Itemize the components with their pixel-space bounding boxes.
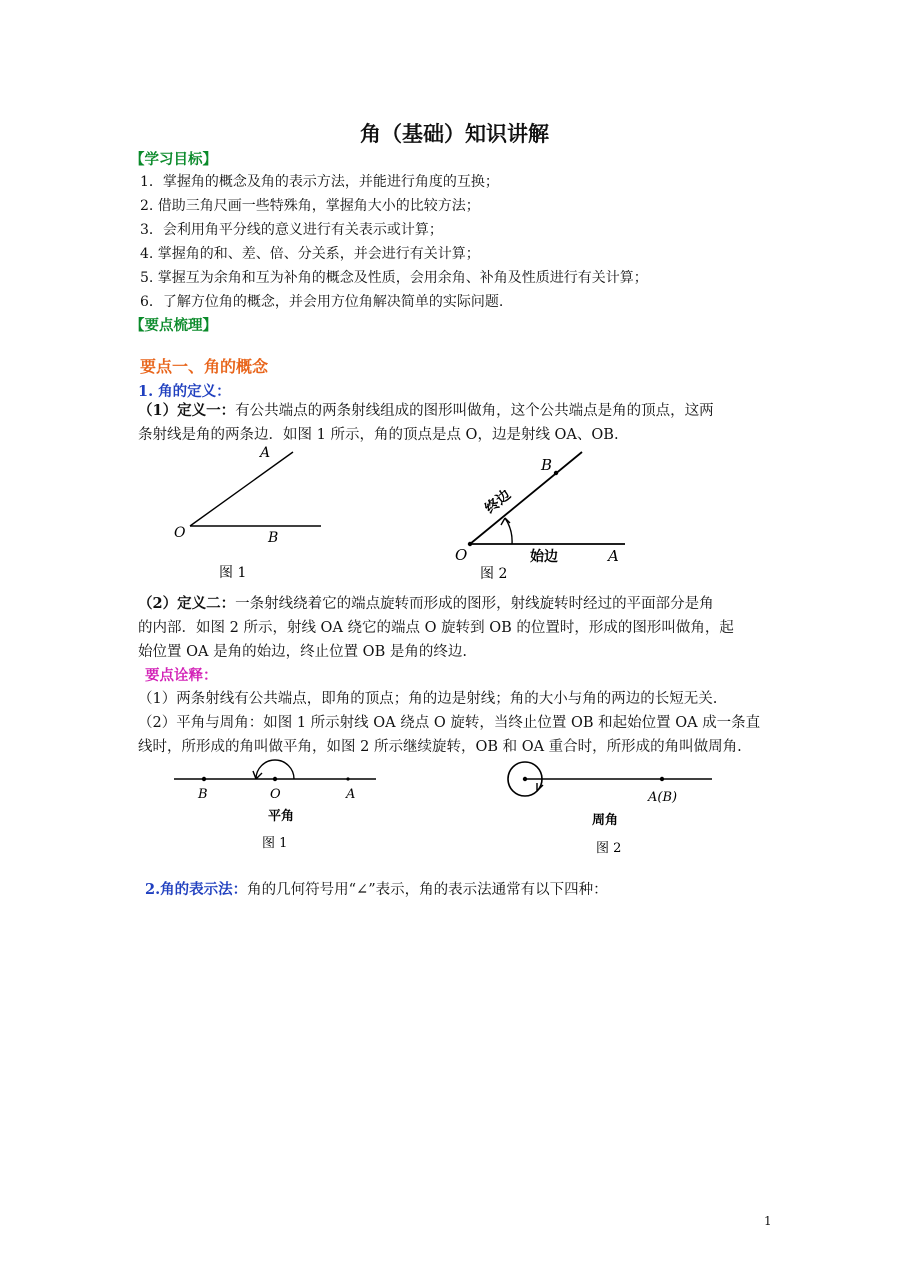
fig1-label-b: B	[268, 530, 279, 546]
goal-item: 6．了解方位角的概念，并会用方位角解决简单的实际问题.	[140, 294, 504, 310]
fig1-caption: 图 1	[219, 565, 247, 581]
page-title: 角（基础）知识讲解	[360, 121, 549, 146]
fig2-caption: 图 2	[480, 566, 508, 582]
figure-2-rotation	[450, 448, 635, 588]
goal-item: 1．掌握角的概念及角的表示方法，并能进行角度的互换；	[140, 174, 499, 190]
fig2-label-o: O	[455, 546, 468, 564]
fig4-name: 周角	[592, 813, 619, 828]
definition-heading: 1. 角的定义：	[138, 383, 231, 400]
fig4-caption: 图 2	[596, 841, 622, 856]
figure-1-angle	[165, 440, 335, 585]
fig1-label-a: A	[260, 445, 271, 461]
fig2-terminal-side: 终边	[482, 486, 515, 518]
fig2-initial-side: 始边	[530, 549, 558, 565]
figure-straight-angle	[170, 756, 385, 856]
figure-full-angle	[500, 756, 720, 861]
goal-item: 2. 借助三角尺画一些特殊角，掌握角大小的比较方法；	[140, 198, 480, 214]
definition-two-label: （2）定义二：	[138, 595, 236, 612]
fig4-label-ab: A(B)	[648, 790, 678, 805]
goal-item: 5. 掌握互为余角和互为补角的概念及性质，会用余角、补角及性质进行有关计算；	[140, 270, 648, 286]
section-learning-goals: 【学习目标】	[130, 151, 217, 168]
goal-item: 4. 掌握角的和、差、倍、分关系，并会进行有关计算；	[140, 246, 480, 262]
goal-item: 3．会利用角平分线的意义进行有关表示或计算；	[140, 222, 443, 238]
notation-heading: 2.角的表示法：	[145, 881, 248, 898]
definition-one-text: 有公共端点的两条射线组成的图形叫做角，这个公共端点是角的顶点，这两	[235, 403, 714, 419]
fig1-label-o: O	[174, 525, 186, 541]
fig2-label-a: A	[608, 547, 619, 565]
page-number: 1	[764, 1214, 772, 1228]
fig3-name: 平角	[268, 809, 295, 824]
definition-one-line1	[138, 399, 714, 423]
definition-two-text: 一条射线绕着它的端点旋转而形成的图形，射线旋转时经过的平面部分是角	[235, 596, 714, 612]
notation-text: 角的几何符号用“∠”表示，角的表示法通常有以下四种：	[247, 882, 608, 898]
note-2-line2: 线时，所形成的角叫做平角，如图 2 所示继续旋转，OB 和 OA 重合时，所形成的角叫做周角.	[138, 739, 742, 755]
definition-two-line1	[138, 592, 714, 616]
notes-heading: 要点诠释：	[145, 667, 218, 684]
fig3-caption: 图 1	[262, 836, 288, 851]
note-1: （1）两条射线有公共端点，即角的顶点；角的边是射线；角的大小与角的两边的长短无关.	[138, 691, 718, 707]
point1-heading: 要点一、角的概念	[140, 357, 269, 376]
section-key-points: 【要点梳理】	[130, 317, 217, 334]
definition-one-label: （1）定义一：	[138, 402, 236, 419]
definition-one-line2: 条射线是角的两条边．如图 1 所示，角的顶点是点 O，边是射线 OA、OB.	[138, 427, 619, 443]
fig3-label-o: O	[270, 787, 281, 802]
notation-line	[145, 878, 608, 899]
fig2-label-b: B	[541, 456, 553, 474]
definition-two-line3: 始位置 OA 是角的始边，终止位置 OB 是角的终边.	[138, 644, 467, 660]
fig3-label-b: B	[198, 787, 208, 802]
note-2-line1: （2）平角与周角：如图 1 所示射线 OA 绕点 O 旋转，当终止位置 OB 和起始位置 OA 成一条直	[138, 715, 761, 731]
point-b-dot	[554, 471, 558, 475]
fig3-label-a: A	[346, 787, 356, 802]
definition-two-line2: 的内部．如图 2 所示，射线 OA 绕它的端点 O 旋转到 OB 的位置时，形成的图形叫做角，起	[138, 620, 734, 636]
